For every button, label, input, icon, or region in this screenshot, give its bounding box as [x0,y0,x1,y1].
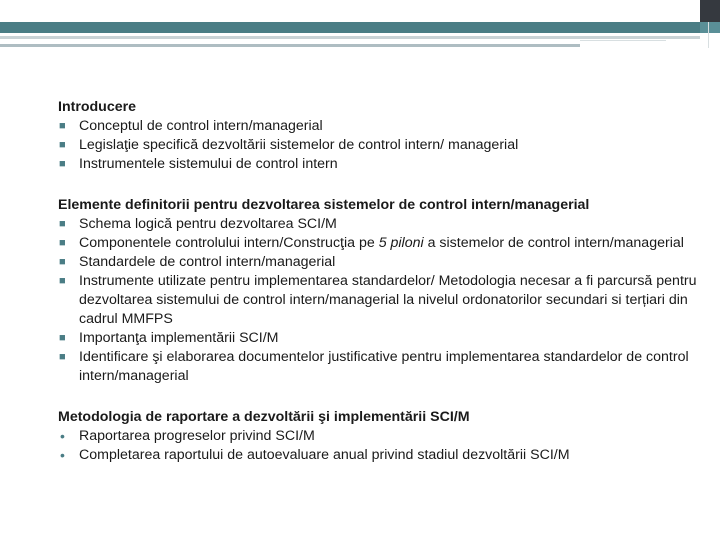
bullet-list [58,215,698,386]
section-elemente-definitorii [58,196,698,386]
list-item: • Completarea raportului de autoevaluare anual privind stadiul dezvoltării SCI/M [60,447,570,463]
list-item: • Raportarea progreselor privind SCI/M [60,428,315,444]
list-item: ■ Schema logică pentru dezvoltarea SCI/M [59,216,337,232]
square-bullet-icon: ■ [59,351,66,363]
accent-band [0,22,700,33]
decorative-rule [0,36,700,39]
decorative-rule [708,22,709,48]
list-item: ■ Identificare şi elaborarea documentelor justificative pentru implementarea standardelor de control intern/managerial [59,349,689,384]
top-corner-block [700,0,720,22]
list-item: ■ Instrumente utilizate pentru implementarea standardelor/ Metodologia necesar a fi parcursă pentru dezvoltarea sistemului de control intern/managerial la nivelul ordonatorilor secundari si terțiari din cadrul MMFPS [59,273,697,327]
round-bullet-icon: • [60,428,65,444]
top-bar [0,0,720,22]
square-bullet-icon: ■ [59,120,66,132]
bullet-list [58,117,698,174]
section-heading: Introducere [58,99,137,115]
slide-body [58,98,698,487]
decorative-rule [0,44,580,47]
decorative-rule [580,40,666,41]
section-heading: Elemente definitorii pentru dezvoltarea sistemelor de control intern/managerial [58,197,590,213]
section-heading: Metodologia de raportare a dezvoltării şi implementării SCI/M [58,409,470,425]
list-item: ■ Conceptul de control intern/managerial [59,118,323,134]
square-bullet-icon: ■ [59,139,66,151]
list-item: ■ Importanţa implementării SCI/M [59,330,279,346]
list-item: ■ Instrumentele sistemului de control intern [59,156,338,172]
square-bullet-icon: ■ [59,256,66,268]
square-bullet-icon: ■ [59,218,66,230]
list-item: ■ Componentele controlului intern/Construcţia pe 5 piloni a sistemelor de control intern/managerial [59,235,684,251]
square-bullet-icon: ■ [59,275,66,287]
section-metodologia [58,408,698,465]
square-bullet-icon: ■ [59,158,66,170]
bullet-list [58,427,698,465]
list-item: ■ Standardele de control intern/managerial [59,254,336,270]
accent-band-end [700,22,720,33]
square-bullet-icon: ■ [59,237,66,249]
list-item: ■ Legislaţie specifică dezvoltării sistemelor de control intern/ managerial [59,137,519,153]
square-bullet-icon: ■ [59,332,66,344]
round-bullet-icon: • [60,447,65,463]
section-introducere [58,98,698,174]
italic-text: 5 piloni [378,235,424,251]
